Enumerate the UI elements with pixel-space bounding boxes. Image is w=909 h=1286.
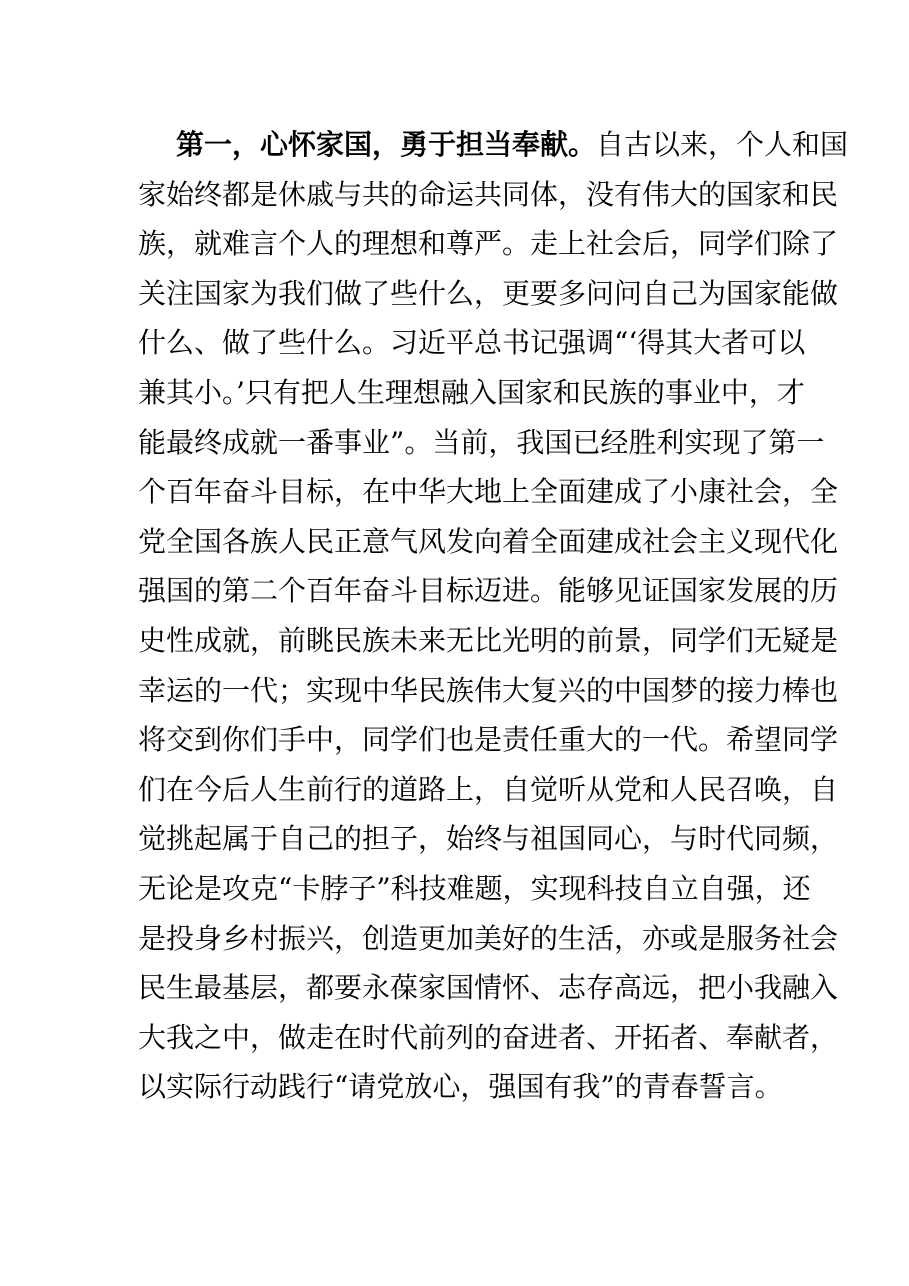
paragraph-line: 家始终都是休戚与共的命运共同体，没有伟大的国家和民 bbox=[138, 177, 839, 211]
paragraph-lead-heading: 第一，心怀家国，勇于担当奉献。 bbox=[176, 128, 597, 161]
body-paragraph bbox=[138, 120, 849, 1112]
paragraph-line: 强国的第二个百年奋斗目标迈进。能够见证国家发展的历 bbox=[138, 574, 839, 608]
paragraph-line-1 bbox=[138, 120, 849, 170]
paragraph-line: 民生最基层，都要永葆家国情怀、志存高远，把小我融入 bbox=[138, 971, 839, 1005]
paragraph-line: 个百年奋斗目标，在中华大地上全面建成了小康社会，全 bbox=[138, 475, 839, 509]
paragraph-line: 什么、做了些什么。习近平总书记强调“‘得其大者可以 bbox=[138, 326, 806, 360]
paragraph-line: 史性成就，前眺民族未来无比光明的前景，同学们无疑是 bbox=[138, 623, 839, 657]
paragraph-line: 兼其小。’只有把人生理想融入国家和民族的事业中，才 bbox=[138, 375, 805, 409]
paragraph-line: 是投身乡村振兴，创造更加美好的生活，亦或是服务社会 bbox=[138, 921, 839, 955]
paragraph-line: 党全国各族人民正意气风发向着全面建成社会主义现代化 bbox=[138, 524, 839, 558]
paragraph-last-line: 以实际行动践行“请党放心，强国有我”的青春誓言。 bbox=[138, 1070, 783, 1104]
paragraph-line: 能最终成就一番事业”。当前，我国已经胜利实现了第一 bbox=[138, 425, 825, 459]
paragraph-line: 们在今后人生前行的道路上，自觉听从党和人民召唤，自 bbox=[138, 772, 839, 806]
paragraph-line: 无论是攻克“卡脖子”科技难题，实现科技自立自强，还 bbox=[138, 871, 811, 905]
paragraph-line: 幸运的一代；实现中华民族伟大复兴的中国梦的接力棒也 bbox=[138, 673, 839, 707]
paragraph-line: 将交到你们手中，同学们也是责任重大的一代。希望同学 bbox=[138, 723, 839, 757]
paragraph-line: 族，就难言个人的理想和尊严。走上社会后，同学们除了 bbox=[138, 227, 839, 261]
paragraph-line: 觉挑起属于自己的担子，始终与祖国同心，与时代同频， bbox=[138, 822, 839, 856]
paragraph-line: 关注国家为我们做了些什么，更要多问问自己为国家能做 bbox=[138, 276, 839, 310]
paragraph-line: 大我之中，做走在时代前列的奋进者、开拓者、奉献者， bbox=[138, 1020, 839, 1054]
paragraph-line-1-text: 自古以来，个人和国 bbox=[596, 128, 849, 161]
